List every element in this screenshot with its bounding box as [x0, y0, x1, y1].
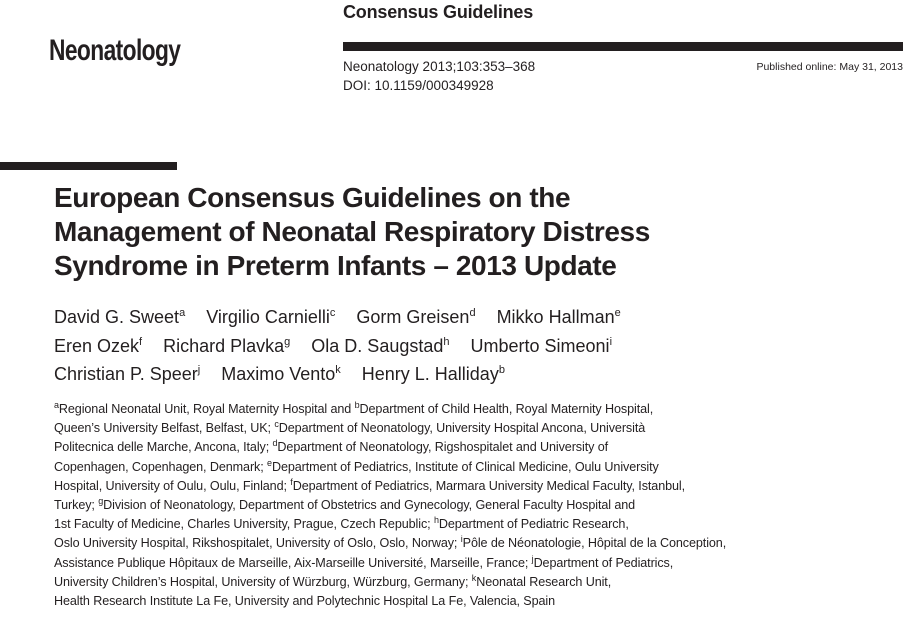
affiliation-marker: i	[460, 534, 463, 545]
author-name: Umberto Simeoni$^i$	[470, 335, 613, 356]
author-name: David G. Sweet$^a$	[54, 307, 186, 327]
author-affiliation-marker: j	[197, 364, 201, 376]
affiliation-marker: a	[54, 399, 59, 410]
affiliation-marker: e	[267, 457, 272, 468]
affiliation-line: University Children’s Hospital, University of Würzburg, Würzburg, Germany; $^k$Neonatal Research Unit,	[54, 572, 612, 589]
author-name: Gorm Greisen$^d$	[356, 307, 476, 327]
author-affiliation-marker: c	[329, 307, 336, 319]
author-affiliation-marker: k	[335, 364, 341, 376]
affiliation-marker: j	[531, 553, 534, 564]
author-row	[54, 303, 621, 332]
author-affiliation-marker: g	[284, 335, 291, 348]
affiliation-marker: c	[274, 419, 279, 430]
article-title	[54, 181, 650, 283]
affiliation-line: Hospital, University of Oulu, Oulu, Finland; $^f$Department of Pediatrics, Marmara University Medical Faculty, Istanbul,	[54, 476, 686, 493]
affiliation-marker: f	[290, 476, 293, 487]
author-name: Eren Ozek$^f$	[54, 335, 143, 356]
citation-text: Neonatology 2013;103:353–368	[343, 59, 536, 74]
author-affiliation-marker: h	[443, 335, 450, 348]
author-name: Richard Plavka$^g$	[163, 335, 291, 356]
affiliation-marker: k	[471, 572, 477, 583]
affiliation-line: Queen’s University Belfast, Belfast, UK; $^c$Department of Neonatology, University Hospital Ancona, Università	[54, 419, 646, 436]
affiliation-marker: g	[98, 495, 104, 506]
header-rule	[343, 42, 903, 51]
article-title-line: Syndrome in Preterm Infants – 2013 Update	[54, 250, 617, 281]
author-name: Christian P. Speer$^j$	[54, 364, 201, 384]
article-title-line: Management of Neonatal Respiratory Distress	[54, 216, 650, 247]
author-name: Maximo Vento$^k$	[221, 364, 341, 384]
affiliation-marker: b	[354, 399, 360, 410]
article-title-line: European Consensus Guidelines on the	[54, 182, 571, 213]
author-name: Henry L. Halliday$^b$	[361, 364, 505, 384]
affiliation-line: Turkey; $^g$Division of Neonatology, Department of Obstetrics and Gynecology, General Faculty Hospital and	[54, 495, 636, 513]
affiliation-line: Copenhagen, Copenhagen, Denmark; $^e$Department of Pediatrics, Institute of Clinical Medicine, Oulu University	[54, 457, 659, 474]
author-affiliation-marker: a	[179, 307, 186, 319]
affiliation-line: $^a$Regional Neonatal Unit, Royal Maternity Hospital and $^b$Department of Child Health, Royal Maternity Hospital,	[54, 399, 654, 416]
published-online-text: Published online: May 31, 2013	[756, 61, 903, 73]
author-affiliation-marker: f	[139, 335, 143, 348]
affiliation-line: 1st Faculty of Medicine, Charles University, Prague, Czech Republic; $^h$Department of Pediatric Research,	[54, 515, 629, 532]
author-affiliation-marker: b	[498, 364, 505, 376]
author-name: Mikko Hallman$^e$	[496, 307, 621, 327]
author-affiliation-marker: e	[614, 307, 621, 319]
doi-text: DOI: 10.1159/000349928	[343, 78, 494, 93]
author-name: Virgilio Carnielli$^c$	[206, 307, 336, 327]
author-name: Ola D. Saugstad$^h$	[311, 335, 450, 356]
affiliation-line: Health Research Institute La Fe, University and Polytechnic Hospital La Fe, Valencia, Spain	[54, 594, 555, 609]
title-rule	[0, 162, 177, 170]
affiliation-line: Assistance Publique Hôpitaux de Marseille, Aix-Marseille Université, Marseille, France; $^j$Department of Pediatrics,	[54, 553, 674, 570]
author-affiliation-marker: i	[609, 335, 613, 348]
affiliation-marker: d	[272, 438, 278, 449]
affiliation-list	[54, 400, 726, 611]
author-row	[54, 332, 621, 361]
affiliation-line: Oslo University Hospital, Rikshospitalet, University of Oslo, Oslo, Norway; $^i$Pôle de Néonatologie, Hôpital de la Conception,	[54, 534, 727, 551]
author-list	[54, 303, 621, 389]
author-affiliation-marker: d	[469, 307, 476, 319]
author-row	[54, 360, 621, 389]
affiliation-marker: h	[433, 515, 439, 526]
journal-logo: Neonatology	[49, 34, 181, 67]
section-label: Consensus Guidelines	[343, 2, 534, 22]
affiliation-line: Politecnica delle Marche, Ancona, Italy; $^d$Department of Neonatology, Rigshospitalet and University of	[54, 438, 608, 455]
